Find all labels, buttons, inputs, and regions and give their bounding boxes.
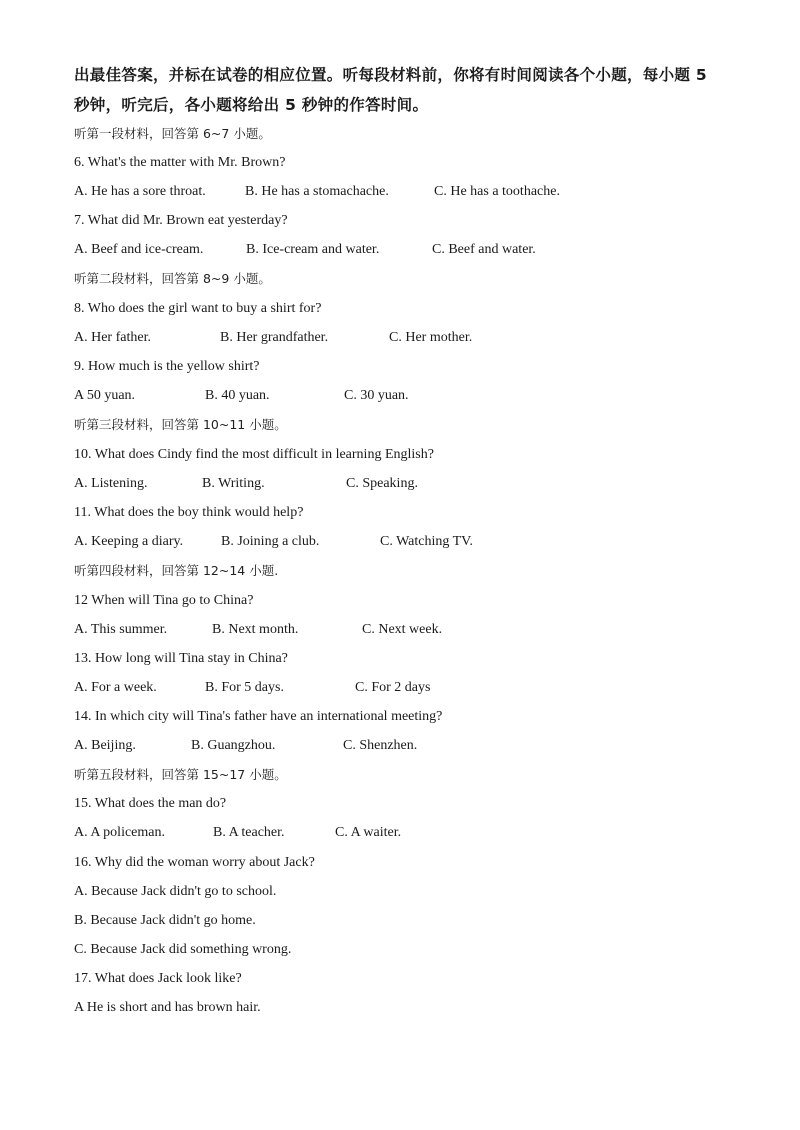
- option-b: B. Guangzhou.: [191, 738, 276, 753]
- option-c: C. He has a toothache.: [434, 184, 560, 199]
- question-16: 16. Why did the woman worry about Jack?: [74, 855, 315, 870]
- option-c: C. A waiter.: [335, 825, 402, 840]
- question-16-option-a: A. Because Jack didn't go to school.: [74, 884, 277, 899]
- option-c: C. Shenzhen.: [343, 738, 418, 753]
- option-c: C. Beef and water.: [432, 242, 536, 257]
- option-a: A. This summer.: [74, 622, 168, 637]
- option-b: B. Her grandfather.: [220, 330, 329, 345]
- option-b: B. 40 yuan.: [205, 388, 270, 403]
- option-c: C. Watching TV.: [380, 534, 473, 549]
- section-heading-4: 听第四段材料，回答第 12~14 小题.: [74, 563, 279, 578]
- question-16-option-c: C. Because Jack did something wrong.: [74, 942, 292, 957]
- option-b: B. Next month.: [212, 622, 299, 637]
- question-10: 10. What does Cindy find the most difficult in learning English?: [74, 447, 434, 462]
- question-7: 7. What did Mr. Brown eat yesterday?: [74, 213, 288, 228]
- question-13: 13. How long will Tina stay in China?: [74, 651, 288, 666]
- option-b: B. Writing.: [202, 476, 265, 491]
- question-12: 12 When will Tina go to China?: [74, 593, 254, 608]
- question-17: 17. What does Jack look like?: [74, 971, 242, 986]
- instructions-line-1: 出最佳答案，并标在试卷的相应位置。听每段材料前，你将有时间阅读各个小题，每小题 5: [74, 66, 707, 84]
- option-a: A. Beef and ice-cream.: [74, 242, 204, 257]
- section-heading-2: 听第二段材料，回答第 8~9 小题。: [74, 271, 271, 286]
- section-heading-5: 听第五段材料，回答第 15~17 小题。: [74, 767, 287, 782]
- option-a: A. A policeman.: [74, 825, 165, 840]
- option-b: B. A teacher.: [213, 825, 285, 840]
- question-6: 6. What's the matter with Mr. Brown?: [74, 155, 286, 170]
- option-a: A 50 yuan.: [74, 388, 136, 403]
- option-b: B. For 5 days.: [205, 680, 284, 695]
- option-c: C. Her mother.: [389, 330, 473, 345]
- option-a: A. For a week.: [74, 680, 157, 695]
- question-9: 9. How much is the yellow shirt?: [74, 359, 260, 374]
- option-a: A. Her father.: [74, 330, 151, 345]
- option-a: A. Beijing.: [74, 738, 136, 753]
- question-14: 14. In which city will Tina's father have an international meeting?: [74, 709, 443, 724]
- option-a: A. Listening.: [74, 476, 148, 491]
- option-c: C. For 2 days: [355, 680, 431, 695]
- option-b: B. Ice-cream and water.: [246, 242, 380, 257]
- listening-instructions: [74, 60, 734, 120]
- option-a: A. Keeping a diary.: [74, 534, 184, 549]
- question-8: 8. Who does the girl want to buy a shirt for?: [74, 301, 322, 316]
- question-15: 15. What does the man do?: [74, 796, 227, 811]
- option-b: B. He has a stomachache.: [245, 184, 389, 199]
- option-c: C. Speaking.: [346, 476, 418, 491]
- question-16-option-b: B. Because Jack didn't go home.: [74, 913, 256, 928]
- option-c: C. Next week.: [362, 622, 443, 637]
- option-c: C. 30 yuan.: [344, 388, 409, 403]
- section-heading-3: 听第三段材料，回答第 10~11 小题。: [74, 417, 287, 432]
- instructions-line-2: 秒钟，听完后，各小题将给出 5 秒钟的作答时间。: [74, 96, 429, 114]
- option-b: B. Joining a club.: [221, 534, 320, 549]
- question-11: 11. What does the boy think would help?: [74, 505, 304, 520]
- option-a: A. He has a sore throat.: [74, 184, 206, 199]
- question-17-option-a: A He is short and has brown hair.: [74, 1000, 261, 1015]
- section-heading-1: 听第一段材料，回答第 6~7 小题。: [74, 126, 271, 141]
